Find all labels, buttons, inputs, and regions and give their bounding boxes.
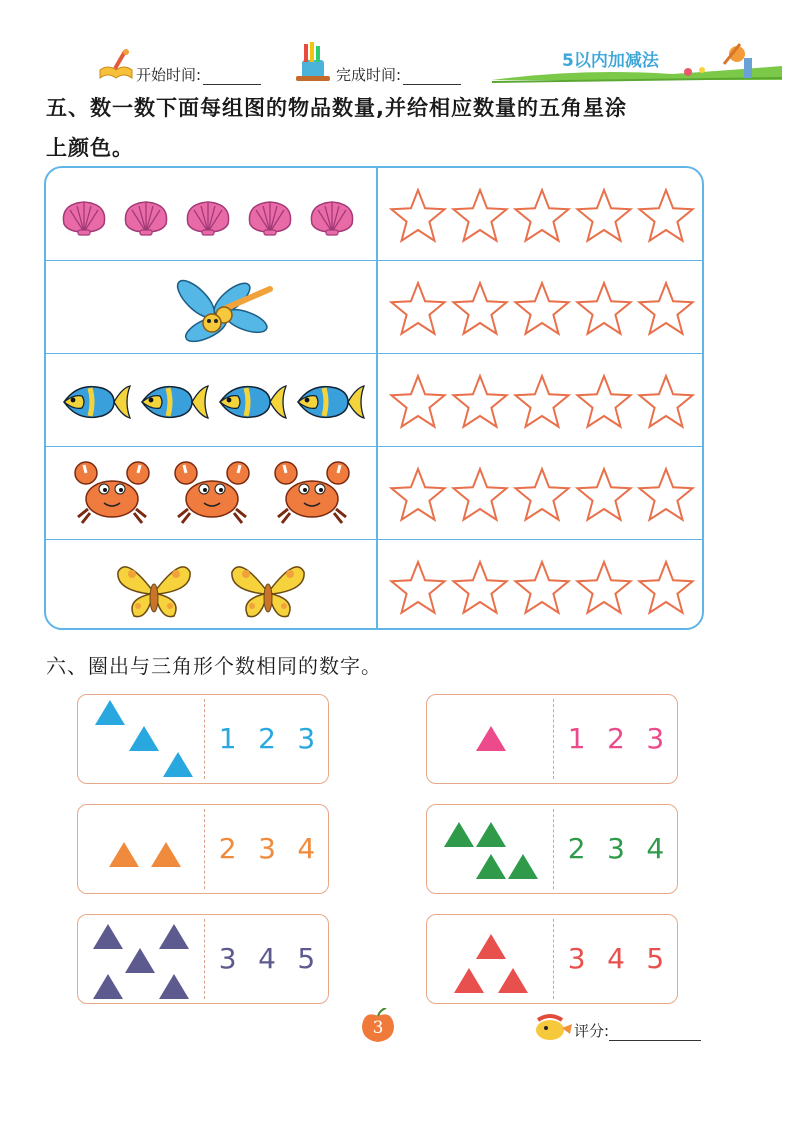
triangle-icons [433,809,551,891]
triangle-box [426,914,678,1004]
triangle-shape [93,974,123,999]
star-outline[interactable] [453,562,506,613]
dragonfly-group [46,261,376,353]
number-choices [208,695,326,781]
number-choice[interactable]: 2 [258,721,276,755]
crab-icon [46,447,376,539]
triangle-box [77,804,329,894]
bird-icon [532,1012,572,1042]
triangle-shape [125,948,155,973]
number-choices [557,805,675,891]
dragonfly-icon [46,261,376,353]
star-outline[interactable] [577,190,630,241]
star-outline[interactable] [515,376,568,427]
number-choice[interactable]: 4 [607,941,625,975]
number-choice[interactable]: 1 [218,721,237,755]
triangle-shape [476,934,506,959]
star-outline[interactable] [391,376,444,427]
triangle-shape [95,700,125,725]
pencil-cup-icon [294,40,334,84]
star-group[interactable] [382,261,702,353]
section5-title-line1: 五、数一数下面每组图的物品数量,并给相应数量的五角星涂 [46,96,627,120]
finish-time-label: 完成时间: [336,66,402,84]
counting-table [44,166,704,630]
number-choice[interactable]: 4 [297,831,316,865]
score-blank[interactable] [609,1026,701,1041]
triangle-icons [84,699,202,781]
star-outline[interactable] [453,283,506,334]
star-outline[interactable] [515,469,568,520]
number-choice[interactable]: 3 [646,721,665,755]
number-choice[interactable]: 3 [258,831,276,865]
number-choices [557,915,675,1001]
number-choice[interactable]: 5 [297,941,316,975]
finish-time-blank[interactable] [403,70,461,85]
triangle-shape [476,726,506,751]
star-outline[interactable] [453,190,506,241]
star-group[interactable] [382,354,702,446]
triangle-shape [109,842,139,867]
number-choice[interactable]: 3 [567,941,586,975]
star-outline[interactable] [515,190,568,241]
crab-group [46,447,376,539]
triangle-shape [476,854,506,879]
star-group[interactable] [382,447,702,539]
triangle-shape [508,854,538,879]
number-choice[interactable]: 4 [646,831,665,865]
star-outline[interactable] [639,283,692,334]
table-row [46,168,702,260]
triangle-shape [444,822,474,847]
triangle-box [77,694,329,784]
star-outline[interactable] [577,562,630,613]
shell-group [46,168,376,260]
number-choice[interactable]: 1 [567,721,586,755]
section6-title: 六、圈出与三角形个数相同的数字。 [46,654,382,678]
fish-group [46,354,376,446]
star-outline[interactable] [639,376,692,427]
number-choice[interactable]: 2 [607,721,625,755]
star-outline[interactable] [453,376,506,427]
section5-title-line2: 上颜色。 [46,136,134,160]
triangle-shape [476,822,506,847]
star-outline[interactable] [453,469,506,520]
triangle-shape [498,968,528,993]
triangle-icons [433,919,551,1001]
triangle-shape [159,924,189,949]
star-outline[interactable] [515,283,568,334]
number-choice[interactable]: 3 [297,721,316,755]
star-row[interactable] [382,540,702,630]
number-choice[interactable]: 5 [646,941,665,975]
star-outline[interactable] [577,283,630,334]
star-outline[interactable] [391,283,444,334]
star-outline[interactable] [391,190,444,241]
star-outline[interactable] [639,469,692,520]
star-group[interactable] [382,540,702,630]
book-icon [96,44,136,84]
star-outline[interactable] [639,562,692,613]
number-choices [208,915,326,1001]
triangle-shape [93,924,123,949]
table-row [46,540,702,630]
triangle-box [77,914,329,1004]
triangle-box [426,694,678,784]
start-time-label: 开始时间: [136,66,202,84]
star-outline[interactable] [391,469,444,520]
star-outline[interactable] [577,376,630,427]
triangle-shape [151,842,181,867]
number-choice[interactable]: 3 [218,941,237,975]
triangle-shape [163,752,193,777]
triangle-box [426,804,678,894]
table-row [46,261,702,353]
triangle-shape [454,968,484,993]
shell-icon [46,168,376,260]
table-row [46,354,702,446]
start-time-blank[interactable] [203,70,261,85]
number-choice[interactable]: 2 [567,831,586,865]
series-title: 5以内加减法 [562,51,659,71]
number-choice[interactable]: 4 [258,941,276,975]
star-outline[interactable] [639,190,692,241]
star-row[interactable] [382,447,702,539]
star-outline[interactable] [515,562,568,613]
number-choices [208,805,326,891]
number-choices [557,695,675,781]
table-row [46,447,702,539]
star-outline[interactable] [391,562,444,613]
star-row[interactable] [382,261,702,353]
page-number: 3 [372,1018,384,1038]
triangle-shape [129,726,159,751]
triangle-shape [159,974,189,999]
butterfly-icon [46,540,376,630]
star-row[interactable] [382,354,702,446]
triangle-icons [84,809,202,891]
score-label: 评分: [574,1022,610,1040]
triangle-icons [433,699,551,781]
butterfly-group [46,540,376,630]
triangle-icons [84,919,202,1001]
fish-icon [46,354,376,446]
number-choice[interactable]: 3 [607,831,625,865]
star-row[interactable] [382,168,702,260]
number-choice[interactable]: 2 [218,831,237,865]
header [0,40,800,88]
star-group[interactable] [382,168,702,260]
star-outline[interactable] [577,469,630,520]
